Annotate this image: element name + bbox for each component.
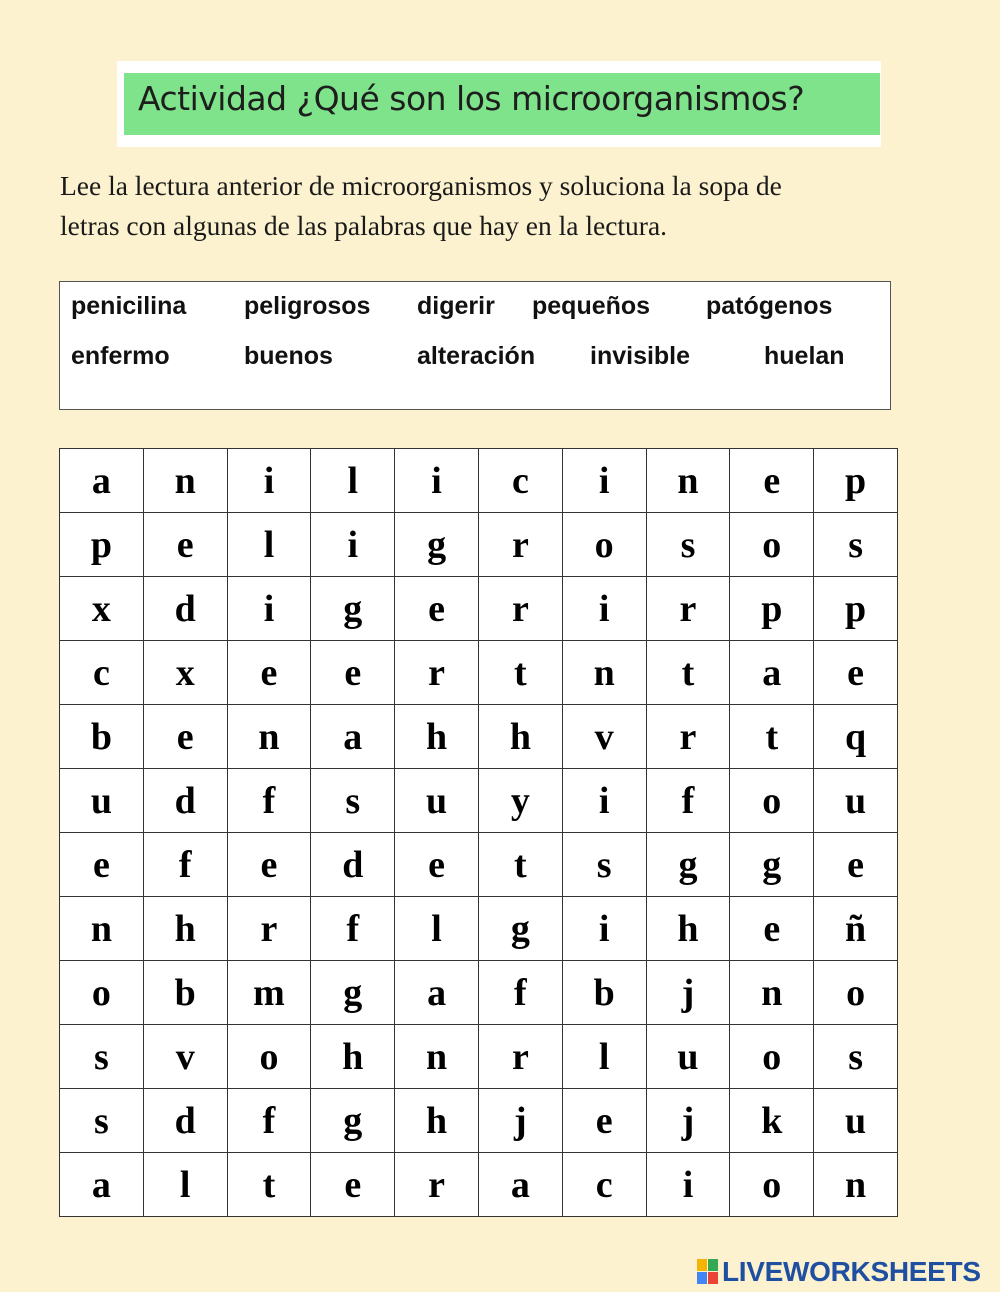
- bank-word: huelan: [764, 342, 845, 370]
- grid-cell[interactable]: e: [730, 897, 814, 961]
- grid-cell[interactable]: i: [227, 577, 311, 641]
- grid-cell[interactable]: e: [814, 833, 898, 897]
- grid-cell[interactable]: a: [395, 961, 479, 1025]
- grid-cell[interactable]: n: [814, 1153, 898, 1217]
- grid-cell[interactable]: f: [227, 769, 311, 833]
- grid-cell[interactable]: g: [478, 897, 562, 961]
- grid-cell[interactable]: u: [646, 1025, 730, 1089]
- liveworksheets-logo-icon: [697, 1259, 719, 1285]
- grid-cell[interactable]: b: [143, 961, 227, 1025]
- grid-cell[interactable]: e: [311, 641, 395, 705]
- word-bank: [59, 281, 891, 410]
- grid-cell[interactable]: s: [60, 1025, 144, 1089]
- grid-cell[interactable]: b: [562, 961, 646, 1025]
- grid-cell[interactable]: i: [562, 769, 646, 833]
- grid-cell[interactable]: i: [646, 1153, 730, 1217]
- grid-cell[interactable]: e: [143, 705, 227, 769]
- grid-cell[interactable]: u: [814, 769, 898, 833]
- grid-cell[interactable]: n: [395, 1025, 479, 1089]
- grid-cell[interactable]: r: [395, 1153, 479, 1217]
- grid-cell[interactable]: b: [60, 705, 144, 769]
- grid-cell[interactable]: a: [311, 705, 395, 769]
- page-title: Actividad ¿Qué son los microorganismos?: [138, 79, 805, 118]
- grid-cell[interactable]: f: [311, 897, 395, 961]
- grid-cell[interactable]: h: [478, 705, 562, 769]
- logo-text: LIVEWORKSHEETS: [722, 1256, 981, 1287]
- grid-cell[interactable]: c: [562, 1153, 646, 1217]
- grid-cell[interactable]: e: [562, 1089, 646, 1153]
- grid-cell[interactable]: j: [478, 1089, 562, 1153]
- bank-word: alteración: [417, 342, 536, 370]
- grid-cell[interactable]: d: [143, 1089, 227, 1153]
- grid-row: [60, 577, 898, 641]
- grid-cell[interactable]: o: [730, 1153, 814, 1217]
- grid-row: [60, 769, 898, 833]
- grid-cell[interactable]: s: [814, 513, 898, 577]
- grid-cell[interactable]: j: [646, 1089, 730, 1153]
- grid-cell[interactable]: r: [478, 513, 562, 577]
- grid-cell[interactable]: d: [143, 769, 227, 833]
- grid-cell[interactable]: g: [395, 513, 479, 577]
- grid-cell[interactable]: j: [646, 961, 730, 1025]
- grid-cell[interactable]: f: [227, 1089, 311, 1153]
- grid-cell[interactable]: e: [395, 577, 479, 641]
- grid-cell[interactable]: q: [814, 705, 898, 769]
- grid-cell[interactable]: p: [730, 577, 814, 641]
- grid-cell[interactable]: g: [730, 833, 814, 897]
- grid-cell[interactable]: s: [311, 769, 395, 833]
- grid-cell[interactable]: e: [227, 833, 311, 897]
- grid-cell[interactable]: m: [227, 961, 311, 1025]
- grid-cell[interactable]: n: [562, 641, 646, 705]
- grid-cell[interactable]: r: [395, 641, 479, 705]
- grid-cell[interactable]: y: [478, 769, 562, 833]
- grid-cell[interactable]: v: [562, 705, 646, 769]
- grid-cell[interactable]: e: [395, 833, 479, 897]
- grid-cell[interactable]: e: [60, 833, 144, 897]
- bank-word: peligrosos: [244, 292, 371, 320]
- grid-cell[interactable]: o: [814, 961, 898, 1025]
- grid-cell[interactable]: e: [227, 641, 311, 705]
- grid-cell[interactable]: x: [60, 577, 144, 641]
- grid-cell[interactable]: t: [478, 833, 562, 897]
- word-search-grid: [59, 448, 898, 1217]
- grid-row: [60, 833, 898, 897]
- grid-cell[interactable]: g: [646, 833, 730, 897]
- grid-cell[interactable]: o: [60, 961, 144, 1025]
- grid-cell[interactable]: l: [143, 1153, 227, 1217]
- grid-cell[interactable]: i: [562, 577, 646, 641]
- grid-cell[interactable]: t: [478, 641, 562, 705]
- grid-cell[interactable]: u: [395, 769, 479, 833]
- grid-cell[interactable]: a: [60, 449, 144, 513]
- grid-cell[interactable]: r: [646, 577, 730, 641]
- grid-row: [60, 897, 898, 961]
- instructions: [60, 166, 940, 246]
- grid-cell[interactable]: v: [143, 1025, 227, 1089]
- grid-cell[interactable]: h: [395, 1089, 479, 1153]
- grid-cell[interactable]: h: [646, 897, 730, 961]
- grid-cell[interactable]: a: [478, 1153, 562, 1217]
- grid-cell[interactable]: t: [730, 705, 814, 769]
- grid-cell[interactable]: l: [395, 897, 479, 961]
- grid-cell[interactable]: n: [227, 705, 311, 769]
- grid-cell[interactable]: x: [143, 641, 227, 705]
- grid-cell[interactable]: l: [227, 513, 311, 577]
- grid-cell[interactable]: p: [60, 513, 144, 577]
- grid-cell[interactable]: r: [646, 705, 730, 769]
- grid-cell[interactable]: o: [730, 513, 814, 577]
- grid-cell[interactable]: n: [646, 449, 730, 513]
- grid-cell[interactable]: r: [478, 1025, 562, 1089]
- instructions-line-1: Lee la lectura anterior de microorganismos y soluciona la sopa de: [60, 170, 782, 201]
- grid-cell[interactable]: g: [311, 961, 395, 1025]
- logo-square: [697, 1259, 707, 1271]
- grid-row: [60, 705, 898, 769]
- grid-cell[interactable]: r: [478, 577, 562, 641]
- grid-cell[interactable]: c: [60, 641, 144, 705]
- grid-cell[interactable]: k: [730, 1089, 814, 1153]
- grid-cell[interactable]: p: [814, 449, 898, 513]
- grid-cell[interactable]: s: [814, 1025, 898, 1089]
- grid-cell[interactable]: u: [814, 1089, 898, 1153]
- grid-cell[interactable]: i: [395, 449, 479, 513]
- grid-cell[interactable]: n: [60, 897, 144, 961]
- grid-cell[interactable]: e: [730, 449, 814, 513]
- grid-row: [60, 961, 898, 1025]
- grid-cell[interactable]: r: [227, 897, 311, 961]
- grid-row: [60, 449, 898, 513]
- grid-cell[interactable]: i: [562, 897, 646, 961]
- grid-cell[interactable]: n: [143, 449, 227, 513]
- bank-word: digerir: [417, 292, 495, 320]
- grid-row: [60, 641, 898, 705]
- grid-cell[interactable]: a: [60, 1153, 144, 1217]
- grid-row: [60, 1153, 898, 1217]
- grid-cell[interactable]: f: [646, 769, 730, 833]
- grid-cell[interactable]: e: [814, 641, 898, 705]
- grid-cell[interactable]: e: [311, 1153, 395, 1217]
- grid-cell[interactable]: s: [646, 513, 730, 577]
- instructions-line-2: letras con algunas de las palabras que hay en la lectura.: [60, 210, 668, 241]
- grid-cell[interactable]: f: [143, 833, 227, 897]
- title-banner: [124, 73, 880, 135]
- grid-cell[interactable]: f: [478, 961, 562, 1025]
- bank-word: invisible: [590, 342, 691, 370]
- bank-word: buenos: [244, 342, 333, 370]
- grid-cell[interactable]: h: [143, 897, 227, 961]
- title-frame: [117, 61, 881, 147]
- grid-cell[interactable]: h: [395, 705, 479, 769]
- logo-square: [708, 1259, 718, 1271]
- grid-cell[interactable]: o: [730, 769, 814, 833]
- grid-cell[interactable]: e: [143, 513, 227, 577]
- grid-cell[interactable]: l: [311, 449, 395, 513]
- grid-cell[interactable]: c: [478, 449, 562, 513]
- bank-word: enfermo: [71, 342, 170, 370]
- bank-word: patógenos: [706, 292, 833, 320]
- grid-cell[interactable]: o: [562, 513, 646, 577]
- grid-cell[interactable]: u: [60, 769, 144, 833]
- grid-cell[interactable]: t: [227, 1153, 311, 1217]
- logo-square: [708, 1272, 718, 1284]
- grid-cell[interactable]: ñ: [814, 897, 898, 961]
- grid-cell[interactable]: i: [562, 449, 646, 513]
- grid-cell[interactable]: i: [311, 513, 395, 577]
- grid-cell[interactable]: h: [311, 1025, 395, 1089]
- grid-cell[interactable]: n: [730, 961, 814, 1025]
- grid-row: [60, 1089, 898, 1153]
- logo-square: [697, 1272, 707, 1284]
- grid-cell[interactable]: p: [814, 577, 898, 641]
- grid-cell[interactable]: a: [730, 641, 814, 705]
- grid-cell[interactable]: i: [227, 449, 311, 513]
- grid-row: [60, 513, 898, 577]
- bank-word: pequeños: [532, 292, 651, 320]
- grid-cell[interactable]: g: [311, 577, 395, 641]
- grid-cell[interactable]: o: [227, 1025, 311, 1089]
- grid-cell[interactable]: l: [562, 1025, 646, 1089]
- grid-cell[interactable]: g: [311, 1089, 395, 1153]
- grid-cell[interactable]: d: [143, 577, 227, 641]
- grid-cell[interactable]: s: [60, 1089, 144, 1153]
- liveworksheets-logo: [697, 1252, 981, 1292]
- grid-cell[interactable]: s: [562, 833, 646, 897]
- grid-cell[interactable]: t: [646, 641, 730, 705]
- grid-cell[interactable]: o: [730, 1025, 814, 1089]
- grid-row: [60, 1025, 898, 1089]
- bank-word: penicilina: [71, 292, 187, 320]
- grid-cell[interactable]: d: [311, 833, 395, 897]
